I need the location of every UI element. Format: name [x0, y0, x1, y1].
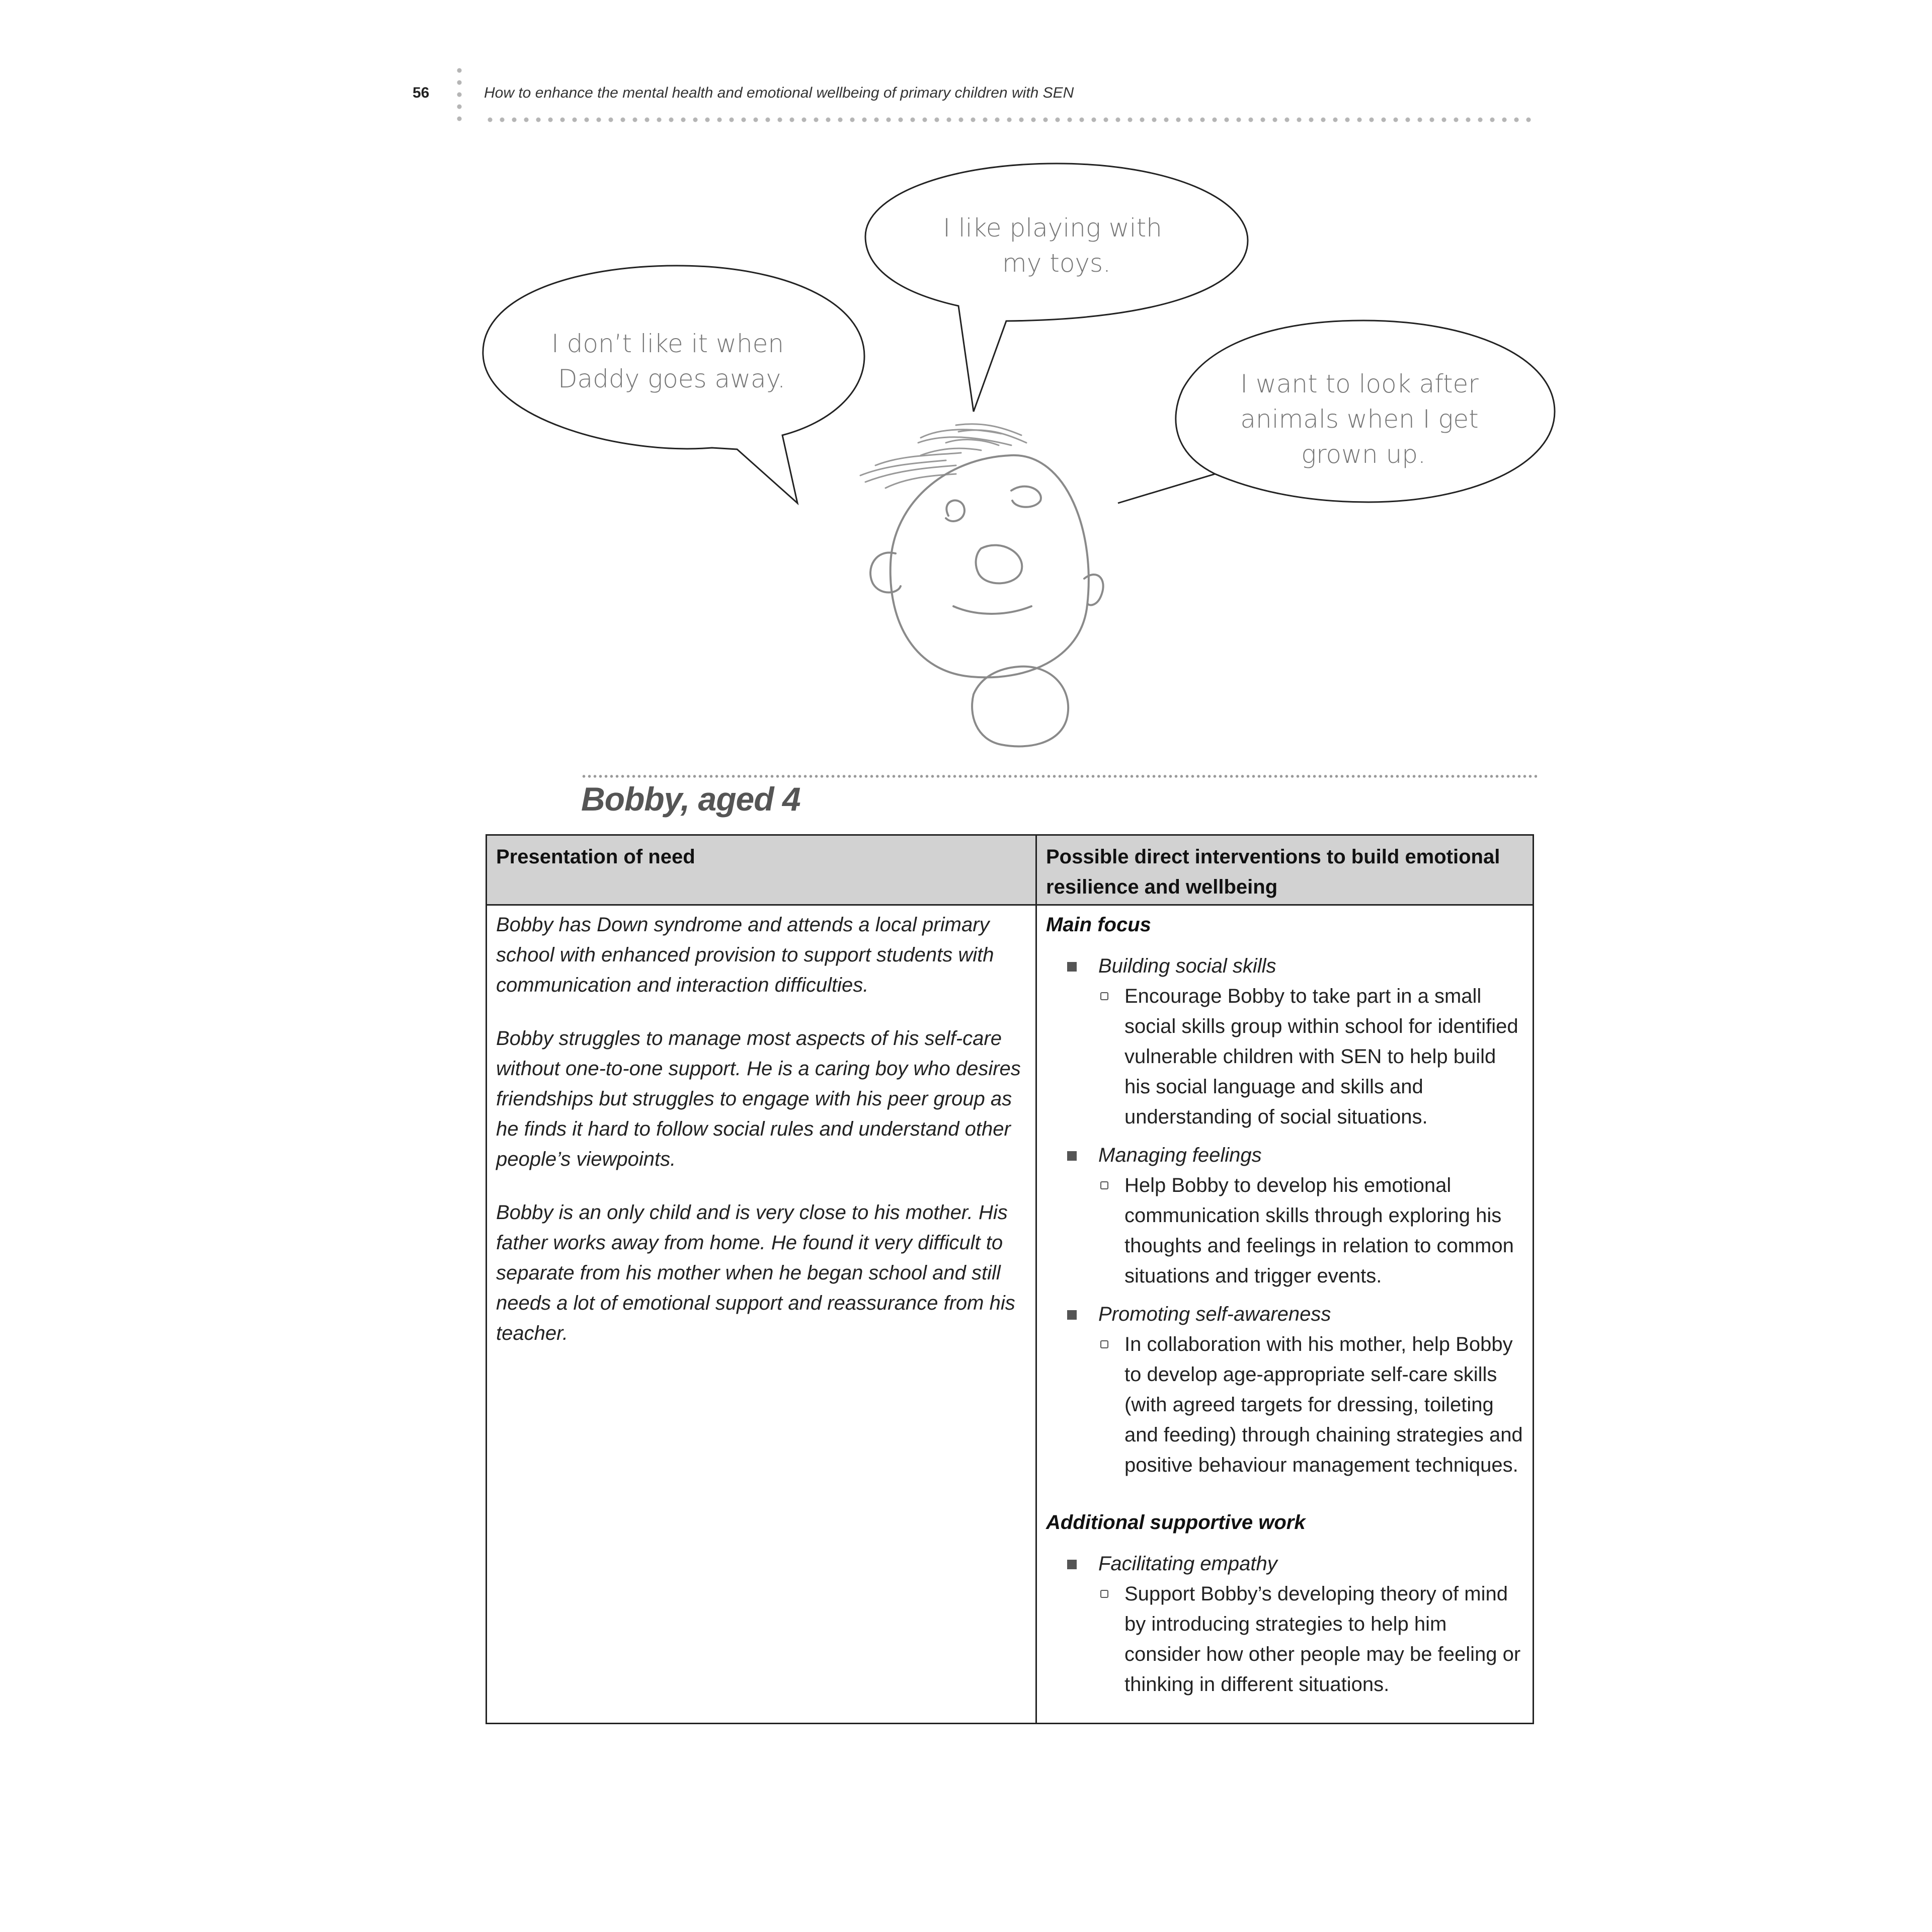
bubble-left-line-1: I don’t like it when [551, 329, 784, 358]
ear-left [870, 552, 901, 592]
bullet-detail: Encourage Bobby to take part in a small social skills group within school for identified vulnerable children with SEN to help build his social language and skills and understanding of social situations. [1098, 981, 1523, 1132]
section-dotted-rule [581, 775, 1537, 778]
list-item [1046, 951, 1523, 1132]
eye-left [946, 501, 964, 521]
bubble-right-line-3: grown up. [1301, 440, 1426, 469]
need-paragraph-2: Bobby struggles to manage most aspects of his self-care without one-to-one support. He is a caring boy who desires friendships but struggles to engage with his peer group as he finds it hard to follow social rules and understand other people’s viewpoints. [496, 1027, 1021, 1170]
table-row [487, 905, 1534, 1724]
bullet-detail: In collaboration with his mother, help Bobby to develop age-appropriate self-care skills (with agreed targets for dressing, toileting and feeding) through chaining strategies and positive behaviour management techniques. [1098, 1329, 1523, 1480]
presentation-of-need-cell [487, 905, 1036, 1724]
mouth [953, 606, 1031, 614]
bullet-title: Managing feelings [1098, 1144, 1262, 1166]
body-circle [972, 667, 1068, 747]
main-focus-list [1046, 951, 1523, 1480]
list-item [1046, 1549, 1523, 1700]
additional-work-list [1046, 1549, 1523, 1700]
page-number: 56 [413, 85, 430, 101]
bubble-middle-line-1: I like playing with [943, 213, 1162, 243]
bullet-title: Facilitating empathy [1098, 1553, 1277, 1575]
bubble-right-line-1: I want to look after [1240, 369, 1479, 398]
child-drawing-illustration [0, 0, 1932, 765]
additional-work-heading: Additional supportive work [1046, 1511, 1306, 1534]
bullet-title: Promoting self-awareness [1098, 1303, 1331, 1325]
bullet-detail: Support Bobby’s developing theory of mind by introducing strategies to help him consider how other people may be feeling or thinking in different situations. [1098, 1579, 1523, 1700]
case-table [486, 834, 1534, 1724]
running-title: How to enhance the mental health and emotional wellbeing of primary children with SEN [484, 85, 1074, 101]
main-focus-heading: Main focus [1046, 914, 1151, 936]
list-item [1046, 1140, 1523, 1291]
bullet-detail: Help Bobby to develop his emotional communication skills through exploring his thoughts and feelings in relation to common situations and trigger events. [1098, 1170, 1523, 1291]
need-paragraph-1: Bobby has Down syndrome and attends a local primary school with enhanced provision to support students with communication and interaction difficulties. [496, 914, 994, 996]
bullet-title: Building social skills [1098, 955, 1276, 977]
speech-bubble-middle [865, 164, 1248, 412]
bubble-left-line-2: Daddy goes away. [558, 364, 785, 393]
list-item [1046, 1299, 1523, 1480]
header-possible-interventions: Possible direct interventions to build emotional resilience and wellbeing [1036, 835, 1534, 905]
head-outline [891, 455, 1089, 677]
header-presentation-of-need: Presentation of need [487, 835, 1036, 905]
table-header-row [487, 835, 1534, 905]
eye-right [1011, 487, 1041, 507]
bubble-middle-line-2: my toys. [1002, 249, 1111, 278]
interventions-cell [1036, 905, 1534, 1724]
case-title: Bobby, aged 4 [581, 780, 800, 818]
nose [976, 545, 1022, 584]
need-paragraph-3: Bobby is an only child and is very close to his mother. His father works away from home. He found it very difficult to separate from his mother when he began school and still needs a lot of emotional support and reassurance from his teacher. [496, 1201, 1015, 1344]
child-face-drawing [860, 424, 1103, 747]
bubble-right-line-2: animals when I get [1240, 405, 1479, 434]
